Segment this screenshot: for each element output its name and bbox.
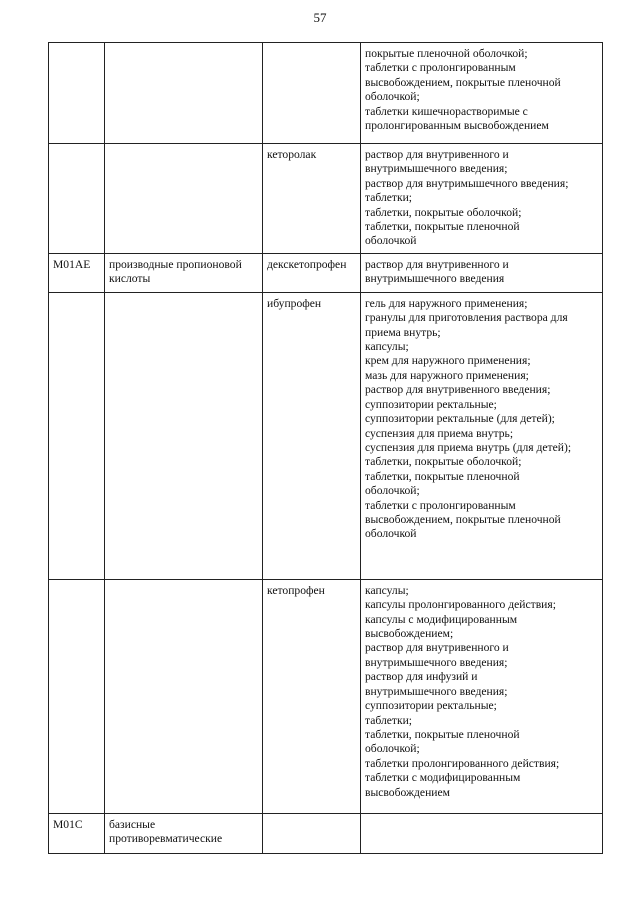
table-row [49,579,603,813]
dosage-forms-cell [361,579,603,813]
group-name-line: кислоты [109,272,151,286]
dosage-form-line: таблетки с пролонгированным [365,61,516,75]
group-name-line: противоревматические [109,832,223,846]
dosage-form-line: таблетки кишечнорастворимые с [365,104,528,118]
dosage-form-line: суспензия для приема внутрь; [365,426,514,440]
dosage-form-line: внутримышечного введения; [365,655,508,669]
atc-code-cell: M01AE [49,253,105,292]
group-name-cell [105,292,263,579]
dosage-form-line: внутримышечного введения [365,272,505,286]
table-row [49,144,603,254]
dosage-form-line: раствор для внутривенного и [365,641,509,655]
group-name-line: производные пропионовой [109,257,242,271]
dosage-form-line: высвобождением [365,785,450,799]
dosage-form-line: таблетки, покрытые пленочной [365,727,520,741]
dosage-form-line: суппозитории ректальные; [365,397,497,411]
dosage-form-line: оболочкой [365,234,417,248]
dosage-forms-cell [361,813,603,853]
dosage-form-line: суппозитории ректальные; [365,699,497,713]
dosage-form-line: высвобождением, покрытые пленочной [365,512,561,526]
table-row [49,43,603,144]
dosage-form-line: оболочкой; [365,742,420,756]
atc-code-cell [49,43,105,144]
dosage-form-line: капсулы; [365,340,409,354]
dosage-form-line: раствор для внутримышечного введения; [365,176,569,190]
group-name-line: базисные [109,817,156,831]
dosage-form-line: гранулы для приготовления раствора для [365,311,568,325]
group-name-cell [105,253,263,292]
drug-name-cell [263,813,361,853]
dosage-form-line: гель для наружного применения; [365,296,528,310]
dosage-form-line: оболочкой; [365,90,420,104]
dosage-form-line: раствор для инфузий и [365,670,478,684]
dosage-form-line: крем для наружного применения; [365,354,531,368]
dosage-form-line: раствор для внутривенного и [365,148,509,161]
atc-code-cell [49,144,105,254]
group-name-cell [105,813,263,853]
dosage-form-line: высвобождением, покрытые пленочной [365,75,561,89]
dosage-form-line: капсулы с модифицированным [365,612,518,626]
dosage-form-line: покрытые пленочной оболочкой; [365,47,528,60]
drug-name-cell [263,43,361,144]
dosage-form-line: капсулы; [365,583,409,597]
dosage-form-line: таблетки, покрытые оболочкой; [365,205,522,219]
dosage-form-line: таблетки, покрытые пленочной [365,469,520,483]
dosage-form-line: таблетки с модифицированным [365,771,521,785]
table-row [49,813,603,853]
dosage-form-line: высвобождением; [365,627,454,641]
dosage-form-line: оболочкой; [365,484,420,498]
dosage-form-line: раствор для внутривенного введения; [365,383,551,397]
table-row [49,292,603,579]
dosage-form-line: пролонгированным высвобождением [365,119,549,133]
dosage-form-line: суппозитории ректальные (для детей); [365,412,555,426]
dosage-forms-cell [361,292,603,579]
drug-list-table [48,42,603,854]
dosage-forms-cell [361,253,603,292]
dosage-form-line: приема внутрь; [365,325,441,339]
page-number: 57 [313,10,327,25]
drug-name-cell: кетопрофен [263,579,361,813]
atc-code-cell: M01C [49,813,105,853]
dosage-form-line: таблетки с пролонгированным [365,498,516,512]
dosage-form-line: капсулы пролонгированного действия; [365,598,556,612]
dosage-form-line: таблетки, покрытые пленочной [365,220,520,234]
dosage-form-line: суспензия для приема внутрь (для детей); [365,440,572,454]
atc-code-cell [49,579,105,813]
dosage-forms-cell [361,144,603,254]
dosage-form-line: таблетки пролонгированного действия; [365,756,560,770]
dosage-form-line: мазь для наружного применения; [365,368,529,382]
drug-name-cell: кеторолак [263,144,361,254]
group-name-cell [105,579,263,813]
dosage-form-line: внутримышечного введения; [365,684,508,698]
table-row [49,253,603,292]
dosage-form-line: оболочкой [365,527,417,541]
drug-name-cell: декскетопрофен [263,253,361,292]
atc-code-cell [49,292,105,579]
dosage-form-line: внутримышечного введения; [365,162,508,176]
dosage-form-line: таблетки, покрытые оболочкой; [365,455,522,469]
group-name-cell [105,43,263,144]
dosage-form-line: таблетки; [365,191,413,205]
dosage-form-line: раствор для внутривенного и [365,257,509,271]
drug-name-cell: ибупрофен [263,292,361,579]
dosage-forms-cell [361,43,603,144]
group-name-cell [105,144,263,254]
dosage-form-line: таблетки; [365,713,413,727]
